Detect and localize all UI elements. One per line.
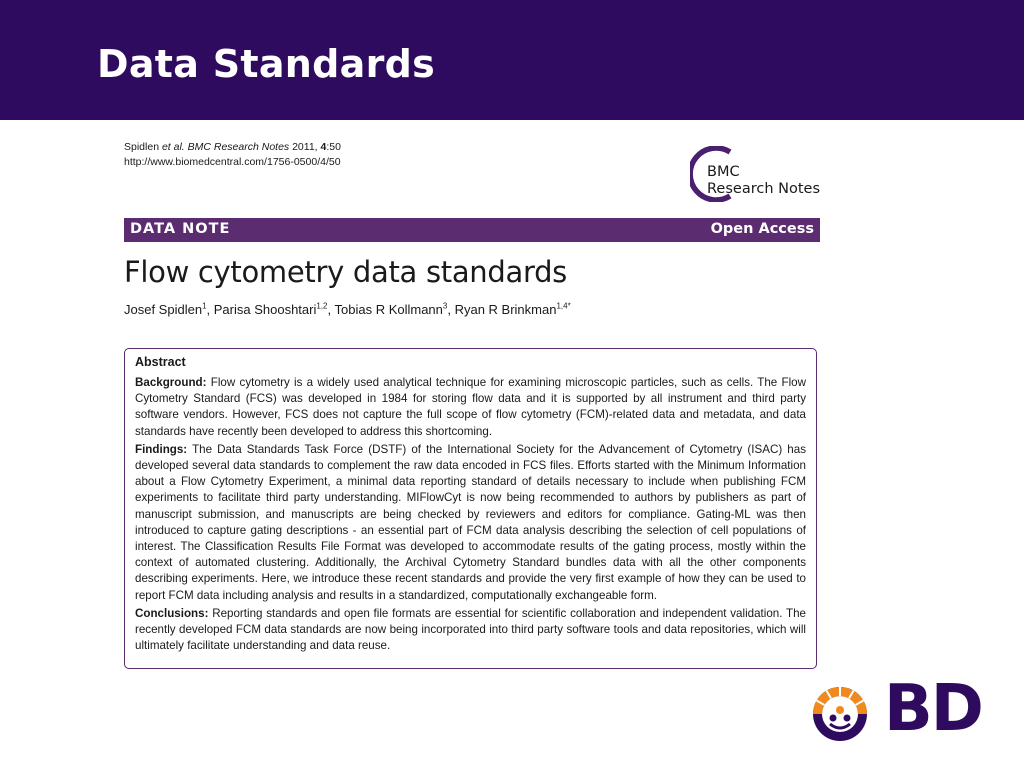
author: Tobias R Kollmann$^3$, xyxy=(334,302,455,318)
journal-name xyxy=(707,164,820,198)
author: Parisa Shooshtari$^{1,2}$, xyxy=(213,302,335,318)
slide-title: Data Standards xyxy=(97,42,436,86)
journal-name-line2: Research Notes xyxy=(707,181,820,197)
paper-citation xyxy=(124,140,341,170)
abstract-background: Background: Flow cytometry is a widely used analytical technique for examining microscopic particles, such as cells. The Flow Cytometry Standard (FCS) was developed in 1984 for storing flow data and it is supported by all instrument and third party software vendors. However, FCS does not capture the full scope of flow cytometry (FCM)-related data and metadata, and data standards have recently been developed to address this shortcoming. xyxy=(135,376,806,438)
citation-url[interactable]: http://www.biomedcentral.com/1756-0500/4/50 xyxy=(124,156,341,168)
bd-logo-text: BD xyxy=(884,672,982,746)
abstract-findings: Findings: The Data Standards Task Force (DSTF) of the International Society for the Advancement of Cytometry (ISAC) has developed several data standards to complement the raw data encoded in FCS files. Efforts started with the Minimum Information about a Flow Cytometry Experiment, a minimal data reporting standard of details necessary to include when publishing FCM experiments to facilitate third party understanding. MIFlowCyt is now being recommended to authors by publishers as part of manuscript submission, and manuscripts are being checked by reviewers and editors for compliance. Gating-ML was then introduced to capture gating descriptions - an essential part of FCM data analysis describing the selection of cell populations of interest. The Classification Results File Format was developed to accommodate results of the gating process, mostly within the context of automated clustering. Additionally, the Archival Cytometry Standard bundles data with all the other components describing experiments. Here, we introduce these recent standards and provide the very first example of how they can be used to report FCM data including analysis and results in a standardized, computationally exchangeable form. xyxy=(135,442,806,602)
citation-pages: :50 xyxy=(326,141,341,153)
journal-name-line1: BMC xyxy=(707,164,740,180)
abstract-box xyxy=(124,348,817,669)
bmc-logo xyxy=(690,146,830,202)
bd-sunburst-icon xyxy=(804,676,876,742)
data-note-bar xyxy=(124,218,820,242)
citation-line xyxy=(124,140,341,155)
citation-etal: et al. xyxy=(161,141,185,153)
abstract-conclusions: Conclusions: Reporting standards and open file formats are essential for scientific collaboration and independent validation. The recently developed FCM data standards are now being incorporated into third party software tools and data repositories, which will ultimately facilitate understanding and data reuse. xyxy=(135,606,806,653)
article-type-label: DATA NOTE xyxy=(130,221,231,237)
author-list xyxy=(124,302,571,317)
paper-title: Flow cytometry data standards xyxy=(124,255,567,289)
bd-logo xyxy=(804,672,982,746)
author: Ryan R Brinkman$^{1,4*}$ xyxy=(454,302,571,318)
citation-author: Spidlen xyxy=(124,141,162,153)
open-access-label: Open Access xyxy=(710,221,814,237)
citation-year: 2011, xyxy=(289,141,321,153)
citation-journal: BMC Research Notes xyxy=(184,141,290,153)
abstract-heading: Abstract xyxy=(135,355,186,369)
citation-volume: 4 xyxy=(320,141,327,153)
author: Josef Spidlen$^1$, xyxy=(124,302,214,318)
